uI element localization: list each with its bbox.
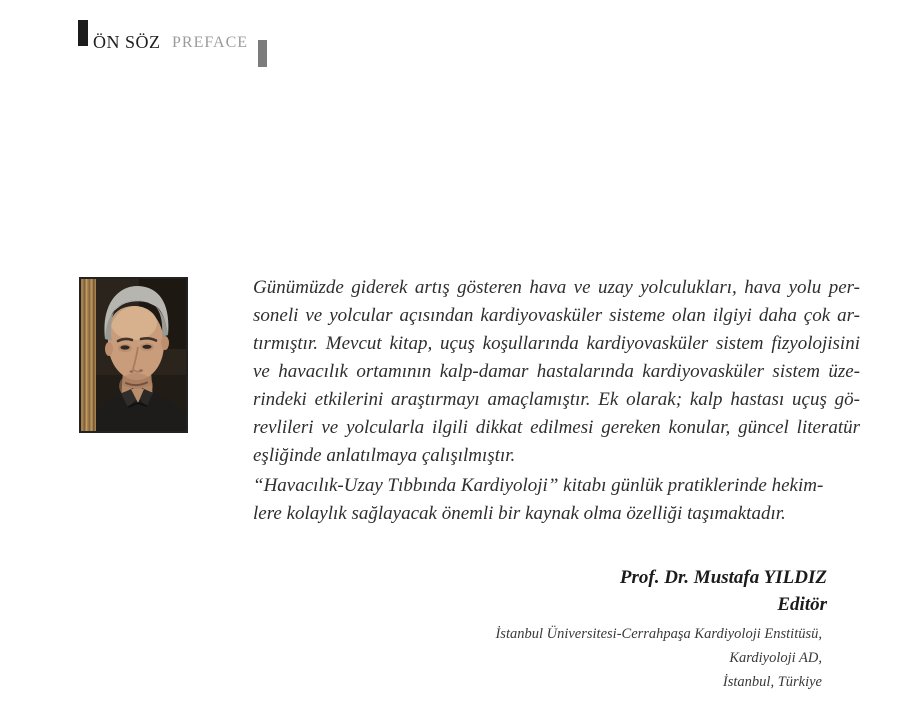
affiliation-block (253, 622, 822, 694)
preface-text-line: tırmıştır. Mevcut kitap, uçuş koşullarında kardiyovasküler sistem fizyolojisini (253, 333, 860, 354)
preface-text-line: ve havacılık ortamının kalp-damar hastalarında kardiyovasküler sistem üze- (253, 361, 860, 382)
page-title-english: PREFACE (172, 34, 249, 51)
preface-text-line: eşliğinde anlatılmaya çalışılmıştır. (253, 445, 516, 466)
page-title-turkish: ÖN SÖZ (93, 32, 161, 52)
preface-text-line: “Havacılık-Uzay Tıbbında Kardiyoloji” kitabı günlük pratiklerinde hekim- (253, 475, 824, 496)
preface-text-line: Günümüzde giderek artış gösteren hava ve uzay yolculukları, hava yolu per- (253, 277, 860, 298)
preface-text-line: lere kolaylık sağlayacak önemli bir kaynak olma özelliği taşımaktadır. (253, 503, 786, 524)
editor-name: Prof. Dr. Mustafa YILDIZ (619, 567, 827, 588)
header-accent-bar-left (78, 20, 88, 46)
editor-role: Editör (777, 594, 827, 615)
preface-paragraph-2 (253, 472, 860, 528)
preface-body (253, 274, 860, 528)
preface-paragraph-1 (253, 274, 860, 470)
affiliation-line: İstanbul, Türkiye (722, 674, 822, 690)
page-header (0, 0, 900, 90)
preface-text-line: rindeki etkilerini araştırmayı amaçlamıştır. Ek olarak; kalp hastası uçuş gö- (253, 389, 860, 410)
affiliation-line: İstanbul Üniversitesi-Cerrahpaşa Kardiyoloji Enstitüsü, (495, 626, 822, 642)
preface-text-line: revlileri ve yolcularla ilgili dikkat edilmesi gereken konular, güncel literatür (253, 417, 860, 438)
preface-text-line: soneli ve yolcular açısından kardiyovasküler sisteme olan ilgiyi daha çok ar- (253, 305, 860, 326)
signature-block (253, 564, 827, 618)
header-accent-bar-right (258, 40, 267, 67)
editor-portrait-photo (79, 277, 188, 433)
affiliation-line: Kardiyoloji AD, (729, 650, 822, 666)
portrait-illustration (81, 279, 186, 431)
